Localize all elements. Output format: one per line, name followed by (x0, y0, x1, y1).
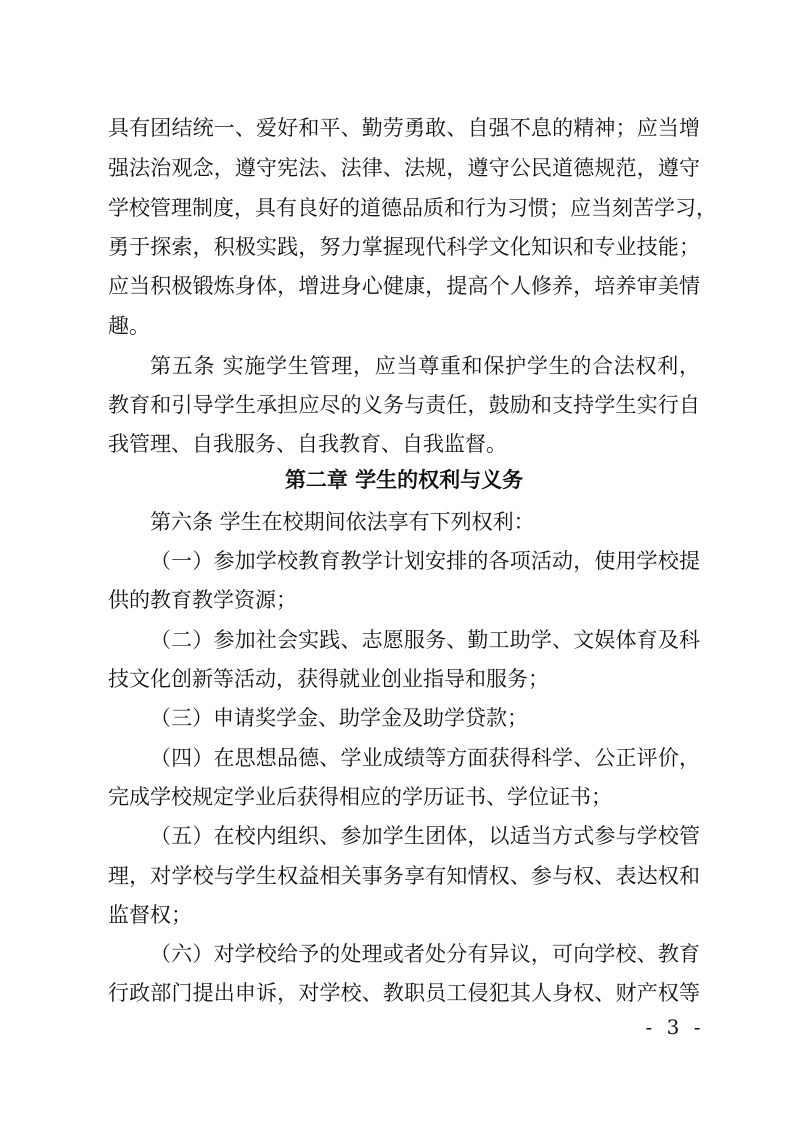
list-item-6-line: （六）对学校给予的处理或者处分有异议，可向学校、教育 (150, 942, 700, 966)
paragraph-line: 趣。 (108, 314, 150, 338)
article-5-line: 第五条 实施学生管理，应当尊重和保护学生的合法权利， (150, 354, 700, 378)
paragraph-line: 技文化创新等活动，获得就业创业指导和服务； (108, 667, 549, 691)
paragraph-line: 强法治观念，遵守宪法、法律、法规，遵守公民道德规范，遵守 (108, 156, 700, 180)
paragraph-line: 行政部门提出申诉，对学校、教职员工侵犯其人身权、财产权等 (108, 981, 700, 1005)
paragraph-line: 学校管理制度，具有良好的道德品质和行为习惯；应当刻苦学习， (108, 196, 717, 220)
paragraph-line: 教育和引导学生承担应尽的义务与责任，鼓励和支持学生实行自 (108, 393, 700, 417)
paragraph-line: 完成学校规定学业后获得相应的学历证书、学位证书； (108, 785, 612, 809)
article-6-line: 第六条 学生在校期间依法享有下列权利： (150, 510, 535, 534)
paragraph-line: 应当积极锻炼身体，增进身心健康，提高个人修养，培养审美情 (108, 274, 700, 298)
paragraph-line: 勇于探索，积极实践，努力掌握现代科学文化知识和专业技能； (108, 235, 700, 259)
list-item-5-line: （五）在校内组织、参加学生团体，以适当方式参与学校管 (150, 824, 700, 848)
list-item-2-line: （二）参加社会实践、志愿服务、勤工助学、文娱体育及科 (150, 628, 700, 652)
paragraph-line: 我管理、自我服务、自我教育、自我监督。 (108, 432, 507, 456)
paragraph-line: 具有团结统一、爱好和平、勤劳勇敢、自强不息的精神；应当增 (108, 116, 700, 140)
paragraph-line: 供的教育教学资源； (108, 588, 297, 612)
chapter-heading: 第二章 学生的权利与义务 (284, 468, 524, 492)
page-number: - 3 - (645, 1015, 705, 1039)
list-item-3-line: （三）申请奖学金、助学金及助学贷款； (150, 706, 528, 730)
paragraph-line: 监督权； (108, 903, 192, 927)
list-item-4-line: （四）在思想品德、学业成绩等方面获得科学、公正评价， (150, 746, 700, 770)
list-item-1-line: （一）参加学校教育教学计划安排的各项活动，使用学校提 (150, 549, 700, 573)
paragraph-line: 理，对学校与学生权益相关事务享有知情权、参与权、表达权和 (108, 864, 700, 888)
